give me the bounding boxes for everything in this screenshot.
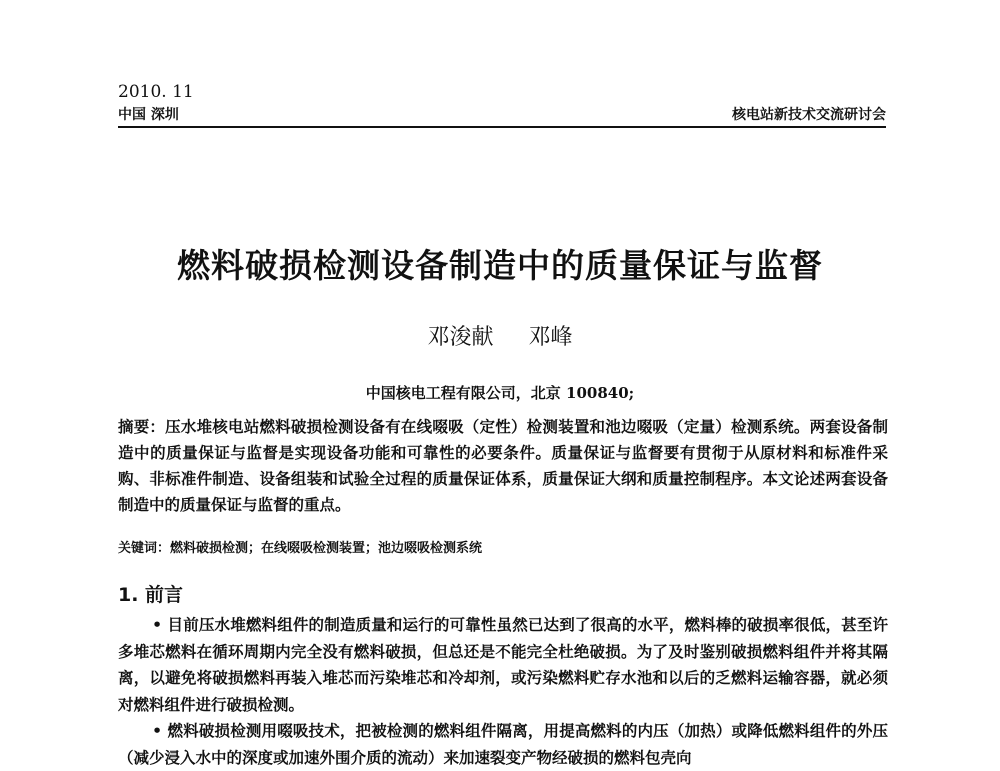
header-rule [118, 126, 886, 128]
header-date: 2010. 11 [118, 82, 194, 102]
header-location: 中国 深圳 [118, 107, 179, 123]
keywords: 关键词：燃料破损检测；在线啜吸检测装置；池边啜吸检测系统 [118, 541, 483, 556]
author-name: 邓峰 [528, 325, 573, 350]
header-conference: 核电站新技术交流研讨会 [732, 107, 886, 123]
paragraph: • 燃料破损检测用啜吸技术，把被检测的燃料组件隔离，用提高燃料的内压（加热）或降低燃料组件的外压（减少浸入水中的深度或加速外围介质的流动）来加速裂变产物经破损的燃料包壳向 [118, 722, 888, 767]
author-list [0, 320, 1000, 351]
paragraph: • 目前压水堆燃料组件的制造质量和运行的可靠性虽然已达到了很高的水平，燃料棒的破损率很低，甚至许多堆芯燃料在循环周期内完全没有燃料破损，但总还是不能完全杜绝破损。为了及时鉴别破损燃料组件并将其隔离，以避免将破损燃料再装入堆芯而污染堆芯和冷却剂，或污染燃料贮存水池和以后的乏燃料运输容器，就必须对燃料组件进行破损检测。 [118, 616, 888, 714]
section-heading: 1. 前言 [118, 584, 184, 606]
affiliation: 中国核电工程有限公司，北京 100840; [365, 384, 635, 402]
paper-title: 燃料破损检测设备制造中的质量保证与监督 [177, 246, 823, 285]
author-name: 邓浚献 [427, 325, 494, 350]
abstract: 摘要：压水堆核电站燃料破损检测设备有在线啜吸（定性）检测装置和池边啜吸（定量）检测系统。两套设备制造中的质量保证与监督是实现设备功能和可靠性的必要条件。质量保证与监督要有贯彻于从原材料和标准件采购、非标准件制造、设备组装和试验全过程的质量保证体系，质量保证大纲和质量控制程序。本文论述两套设备制造中的质量保证与监督的重点。 [118, 418, 888, 514]
body-text [118, 612, 888, 771]
